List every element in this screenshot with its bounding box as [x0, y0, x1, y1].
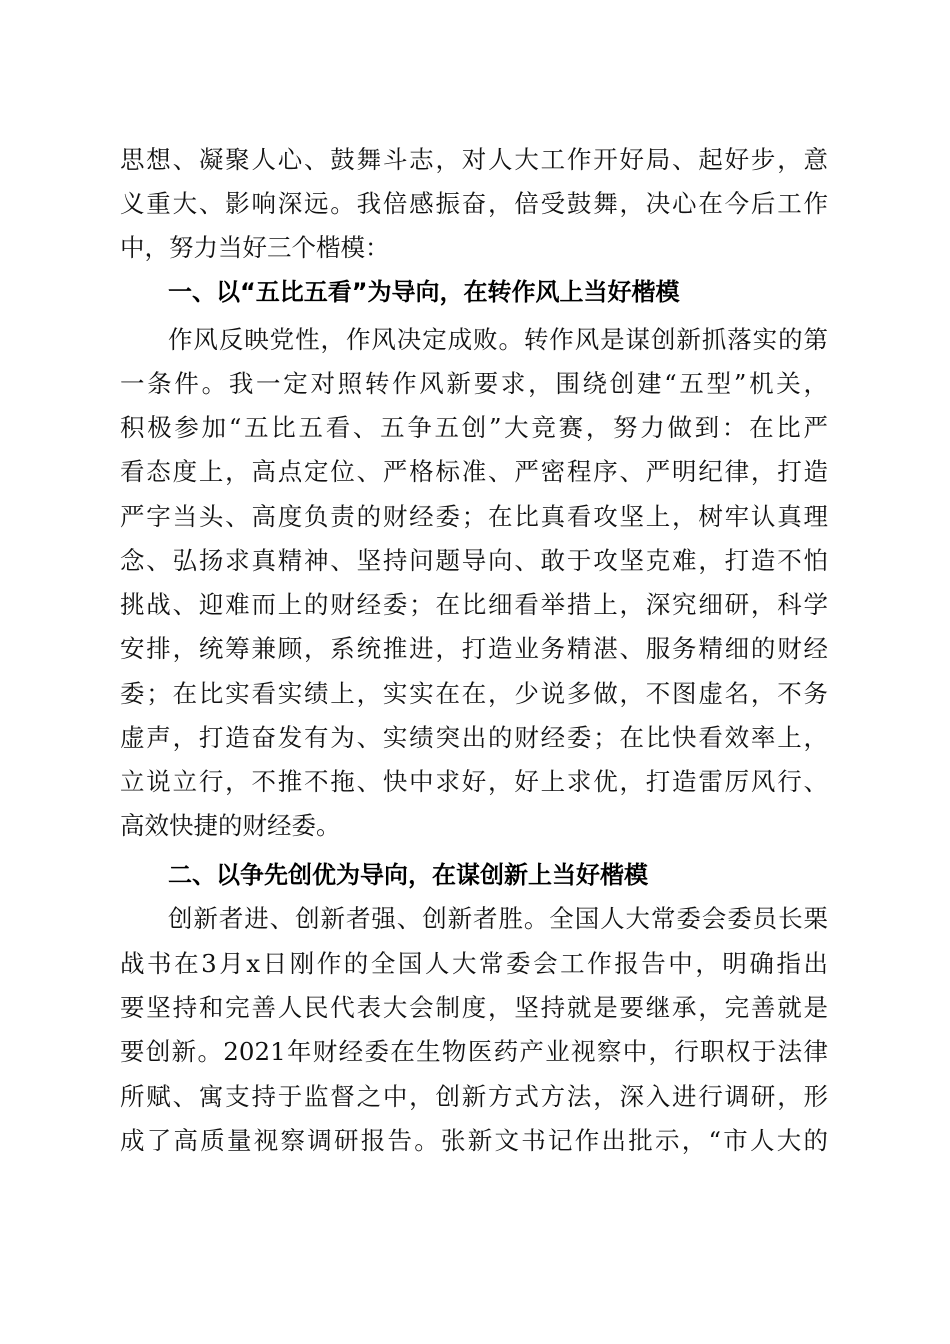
intro-line-3: 中，努力当好三个楷模： — [120, 233, 390, 262]
section-1-line-3: 积极参加“五比五看、五争五创”大竞赛，努力做到：在比严 — [120, 413, 828, 442]
section-2-heading: 二、以争先创优为导向，在谋创新上当好楷模 — [168, 861, 648, 889]
section-1-line-11: 立说立行，不推不拖、快中求好，好上求优，打造雷厉风行、 — [120, 767, 828, 796]
section-2-line-6: 成了高质量视察调研报告。张新文书记作出批示，“市人大的 — [120, 1126, 828, 1155]
section-2-line-4: 要创新。2021年财经委在生物医药产业视察中，行职权于法律 — [120, 1037, 828, 1066]
section-2-line-2: 战书在3月x日刚作的全国人大常委会工作报告中，明确指出 — [120, 949, 828, 978]
section-1-line-12: 高效快捷的财经委。 — [120, 811, 341, 840]
section-1-line-8: 安排，统筹兼顾，系统推进，打造业务精湛、服务精细的财经 — [120, 634, 828, 663]
intro-line-1: 思想、凝聚人心、鼓舞斗志，对人大工作开好局、起好步，意 — [120, 145, 828, 174]
section-1-line-4: 看态度上，高点定位、严格标准、严密程序、严明纪律，打造 — [120, 457, 828, 486]
section-1-line-1: 作风反映党性，作风决定成败。转作风是谋创新抓落实的第 — [168, 325, 828, 354]
section-1-line-10: 虚声，打造奋发有为、实绩突出的财经委；在比快看效率上， — [120, 723, 828, 752]
section-2-line-5: 所赋、寓支持于监督之中，创新方式方法，深入进行调研，形 — [120, 1082, 828, 1111]
section-1-line-9: 委；在比实看实绩上，实实在在，少说多做，不图虚名，不务 — [120, 679, 828, 708]
section-1-line-6: 念、弘扬求真精神、坚持问题导向、敢于攻坚克难，打造不怕 — [120, 546, 828, 575]
section-2-line-1: 创新者进、创新者强、创新者胜。全国人大常委会委员长栗 — [168, 904, 828, 933]
section-1-line-5: 严字当头、高度负责的财经委；在比真看攻坚上，树牢认真理 — [120, 502, 828, 531]
section-1-line-2: 一条件。我一定对照转作风新要求，围绕创建“五型”机关， — [120, 369, 828, 398]
section-2-line-3: 要坚持和完善人民代表大会制度，坚持就是要继承，完善就是 — [120, 993, 828, 1022]
intro-line-2: 义重大、影响深远。我倍感振奋，倍受鼓舞，决心在今后工作 — [120, 189, 828, 218]
section-1-heading: 一、以“五比五看”为导向，在转作风上当好楷模 — [168, 278, 680, 306]
section-1-line-7: 挑战、迎难而上的财经委；在比细看举措上，深究细研，科学 — [120, 590, 828, 619]
